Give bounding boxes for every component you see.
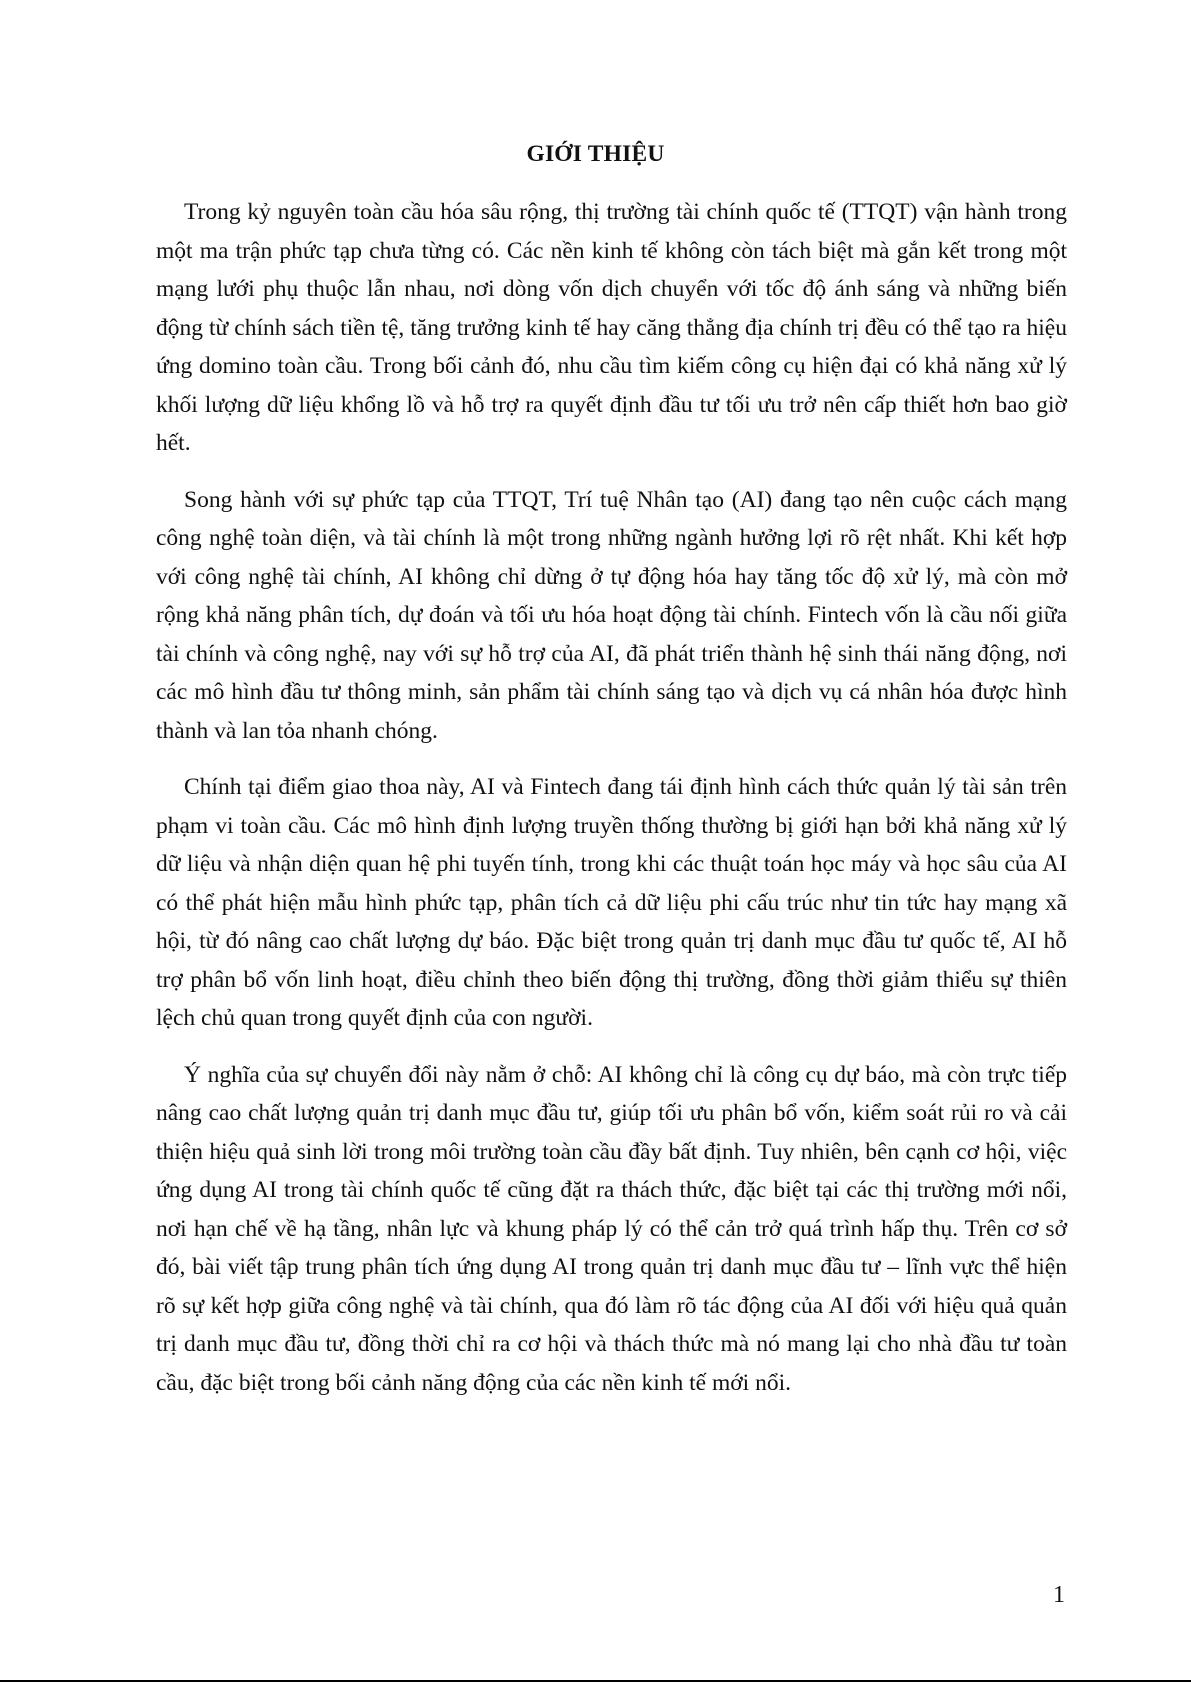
paragraph-1: Trong kỷ nguyên toàn cầu hóa sâu rộng, thị trường tài chính quốc tế (TTQT) vận hành trong một ma trận phức tạp chưa từng có. Các nền kinh tế không còn tách biệt mà gắn kết trong một mạng lưới phụ thuộc lẫn nhau, nơi dòng vốn dịch chuyển với tốc độ ánh sáng và những biến động từ chính sách tiền tệ, tăng trưởng kinh tế hay căng thẳng địa chính trị đều có thể tạo ra hiệu ứng domino toàn cầu. Trong bối cảnh đó, nhu cầu tìm kiếm công cụ hiện đại có khả năng xử lý khối lượng dữ liệu khổng lồ và hỗ trợ ra quyết định đầu tư tối ưu trở nên cấp thiết hơn bao giờ hết.	[156, 199, 1067, 456]
page-number: 1	[1053, 1582, 1065, 1608]
page-title: GIỚI THIỆU	[526, 141, 665, 167]
paragraph-2: Song hành với sự phức tạp của TTQT, Trí tuệ Nhân tạo (AI) đang tạo nên cuộc cách mạng công nghệ toàn diện, và tài chính là một trong những ngành hưởng lợi rõ rệt nhất. Khi kết hợp với công nghệ tài chính, AI không chỉ dừng ở tự động hóa hay tăng tốc độ xử lý, mà còn mở rộng khả năng phân tích, dự đoán và tối ưu hóa hoạt động tài chính. Fintech vốn là cầu nối giữa tài chính và công nghệ, nay với sự hỗ trợ của AI, đã phát triển thành hệ sinh thái năng động, nơi các mô hình đầu tư thông minh, sản phẩm tài chính sáng tạo và dịch vụ cá nhân hóa được hình thành và lan tỏa nhanh chóng.	[156, 486, 1067, 744]
document-body	[156, 193, 1067, 1402]
paragraph-3: Chính tại điểm giao thoa này, AI và Fintech đang tái định hình cách thức quản lý tài sản trên phạm vi toàn cầu. Các mô hình định lượng truyền thống thường bị giới hạn bởi khả năng xử lý dữ liệu và nhận diện quan hệ phi tuyến tính, trong khi các thuật toán học máy và học sâu của AI có thể phát hiện mẫu hình phức tạp, phân tích cả dữ liệu phi cấu trúc như tin tức hay mạng xã hội, từ đó nâng cao chất lượng dự báo. Đặc biệt trong quản trị danh mục đầu tư quốc tế, AI hỗ trợ phân bổ vốn linh hoạt, điều chỉnh theo biến động thị trường, đồng thời giảm thiểu sự thiên lệch chủ quan trong quyết định của con người.	[156, 774, 1067, 1031]
bottom-divider	[0, 1680, 1191, 1682]
paragraph-4: Ý nghĩa của sự chuyển đổi này nằm ở chỗ: AI không chỉ là công cụ dự báo, mà còn trực tiếp nâng cao chất lượng quản trị danh mục đầu tư, giúp tối ưu phân bổ vốn, kiểm soát rủi ro và cải thiện hiệu quả sinh lời trong môi trường toàn cầu đầy bất định. Tuy nhiên, bên cạnh cơ hội, việc ứng dụng AI trong tài chính quốc tế cũng đặt ra thách thức, đặc biệt tại các thị trường mới nổi, nơi hạn chế về hạ tầng, nhân lực và khung pháp lý có thể cản trở quá trình hấp thụ. Trên cơ sở đó, bài viết tập trung phân tích ứng dụng AI trong quản trị danh mục đầu tư – lĩnh vực thể hiện rõ sự kết hợp giữa công nghệ và tài chính, qua đó làm rõ tác động của AI đối với hiệu quả quản trị danh mục đầu tư, đồng thời chỉ ra cơ hội và thách thức mà nó mang lại cho nhà đầu tư toàn cầu, đặc biệt trong bối cảnh năng động của các nền kinh tế mới nổi.	[156, 1061, 1067, 1396]
